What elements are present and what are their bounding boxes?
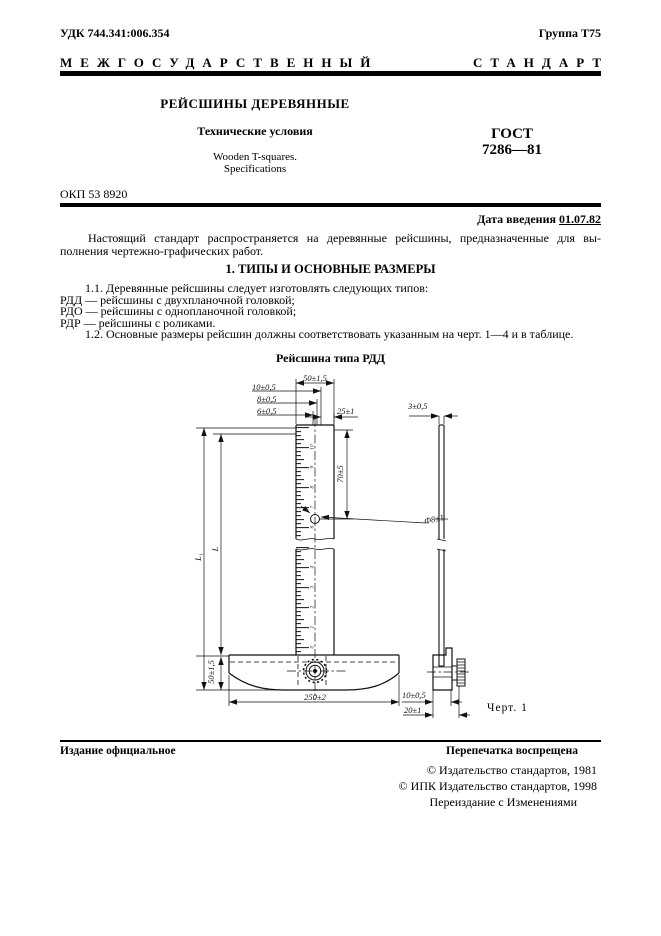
dim-strip-thickness: 3±0,5 bbox=[408, 401, 428, 411]
intro-paragraph-line1: Настоящий стандарт распространяется на деревянные рейсшины, предназначенные для вы- bbox=[88, 231, 601, 245]
side-view bbox=[427, 425, 470, 690]
dim-head-height: 50±1,5 bbox=[206, 660, 216, 684]
intro-paragraph-line2: полнения чертежно-графических работ. bbox=[60, 244, 264, 258]
dim-blade-width: 50±1,5 bbox=[303, 373, 327, 383]
clause-1-1: 1.1. Деревянные рейсшины следует изготовлять следующих типов: bbox=[85, 281, 429, 295]
ruler-number: 7 bbox=[310, 505, 316, 509]
divider-bar-top bbox=[60, 71, 601, 76]
footer-row bbox=[60, 745, 601, 757]
blade-front-view bbox=[287, 418, 347, 700]
ruler-number: 9 bbox=[310, 465, 316, 469]
dim-10: 10±0,5 bbox=[252, 382, 276, 392]
reissue-note: Переиздание с Изменениями bbox=[429, 795, 577, 809]
gost-number: 7286—81 bbox=[482, 142, 542, 158]
introduction-date-line bbox=[60, 212, 601, 227]
divider-bar-mid bbox=[60, 203, 601, 207]
head-front-view bbox=[229, 655, 399, 690]
dim-length-l1: L₁ bbox=[193, 553, 203, 561]
standard-type-line bbox=[60, 55, 609, 71]
ruler-number: 10 bbox=[310, 444, 316, 450]
ruler-number: 2 bbox=[310, 605, 316, 609]
date-value: 01.07.82 bbox=[559, 212, 601, 226]
no-reprint-label: Перепечатка воспрещена bbox=[446, 745, 578, 757]
dim-head-depth: 20±1 bbox=[404, 705, 422, 715]
dimension-lines bbox=[196, 379, 470, 718]
udk-code: УДК 744.341:006.354 bbox=[60, 26, 170, 40]
figure-caption: Черт. 1 bbox=[487, 702, 528, 714]
dim-25: 25±1 bbox=[337, 406, 355, 416]
standard-word-1: МЕЖГОСУДАРСТВЕННЫЙ bbox=[60, 55, 379, 70]
type-line-rdd: РДД — рейсшины с двухпланочной головкой; bbox=[60, 293, 295, 307]
ruler-number: 3 bbox=[310, 585, 316, 589]
ruler-number: 1 bbox=[310, 625, 316, 629]
copyright-line-1981: © Издательство стандартов, 1981 bbox=[426, 763, 597, 777]
ruler-number: 4 bbox=[310, 565, 316, 569]
dim-length-l: L bbox=[210, 546, 220, 552]
gost-label: ГОСТ bbox=[491, 126, 533, 142]
figure-title: Рейсшина типа РДД bbox=[276, 351, 385, 365]
ruler-number: 8 bbox=[310, 485, 316, 489]
footer-rule bbox=[60, 740, 601, 742]
clause-1-2: 1.2. Основные размеры рейсшин должны соответствовать указанным на черт. 1—4 и в таблице. bbox=[85, 327, 574, 341]
date-label: Дата введения bbox=[477, 212, 556, 226]
section-heading: 1. ТИПЫ И ОСНОВНЫЕ РАЗМЕРЫ bbox=[225, 262, 436, 276]
document-header-row bbox=[60, 26, 601, 41]
ruler-number: 0 bbox=[310, 645, 316, 649]
group-code: Группа Т75 bbox=[538, 26, 601, 40]
dim-head-thickness: 10±0,5 bbox=[402, 690, 426, 700]
type-line-rdo: РДО — рейсшины с однопланочной головкой; bbox=[60, 304, 297, 318]
copyright-line-1998: © ИПК Издательство стандартов, 1998 bbox=[398, 779, 597, 793]
title-english-line1: Wooden T-squares. bbox=[212, 151, 298, 163]
dim-8: 8±0,5 bbox=[257, 394, 277, 404]
document-title: РЕЙСШИНЫ ДЕРЕВЯННЫЕ bbox=[160, 96, 350, 111]
dim-head-length: 250±2 bbox=[304, 692, 326, 702]
official-edition-label: Издание официальное bbox=[60, 745, 176, 757]
dim-hole-diameter: Ф8±1 bbox=[423, 512, 445, 526]
dim-hole-offset: 70±5 bbox=[335, 465, 345, 483]
copyright-block bbox=[200, 762, 597, 810]
okp-code: ОКП 53 8920 bbox=[60, 187, 128, 201]
dim-6: 6±0,5 bbox=[257, 406, 277, 416]
title-english-line2: Specifications bbox=[223, 163, 287, 175]
type-line-rdr: РДР — рейсшины с роликами. bbox=[60, 316, 216, 330]
standard-word-2: СТАНДАРТ bbox=[472, 55, 609, 70]
ruler-number: 6 bbox=[310, 525, 316, 529]
document-subtitle: Технические условия bbox=[197, 124, 313, 138]
